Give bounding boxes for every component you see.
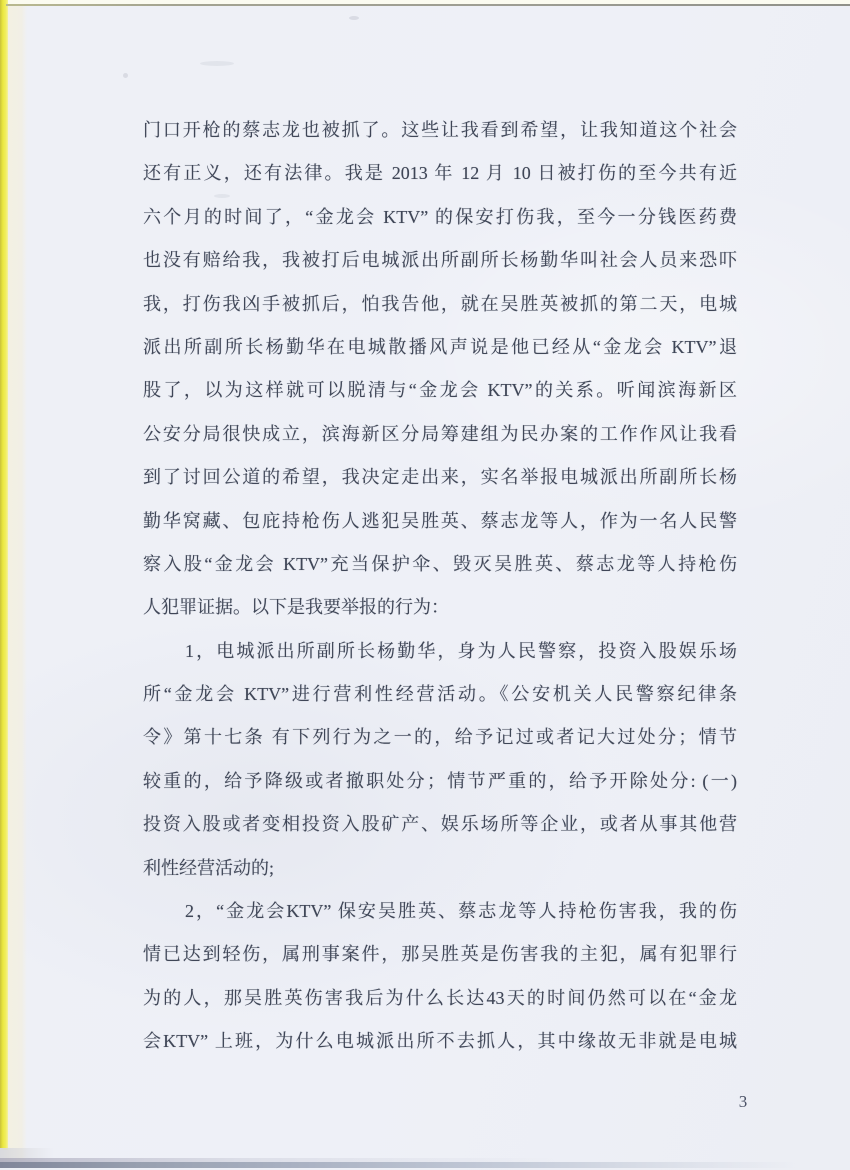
text-line: 察入股“金龙会 KTV”充当保护伞、毁灭吴胜英、蔡志龙等人持枪伤 [143,553,737,574]
text-line: 到了讨回公道的希望，我决定走出来，实名举报电城派出所副所长杨 [143,467,737,488]
text-line: 投资入股或者变相投资入股矿产、娱乐场所等企业，或者从事其他营 [143,814,737,835]
scan-smudge [200,61,234,66]
text-line: 情已达到轻伤，属刑事案件，那吴胜英是伤害我的主犯，属有犯罪行 [143,944,737,965]
text-line: 六个月的时间了，“金龙会 KTV” 的保安打伤我，至今一分钱医药费 [143,206,737,227]
text-line: 较重的，给予降级或者撤职处分；情节严重的，给予开除处分: (一) [143,770,737,791]
text-line: 公安分局很快成立，滨海新区分局筹建组为民办案的工作作风让我看 [143,423,737,444]
text-line: 利性经营活动的; [143,857,275,878]
scan-edge-left-yellow [0,0,8,1150]
scan-smudge [123,73,128,78]
text-line: 还有正义，还有法律。我是 2013 年 12 月 10 日被打伤的至今共有近 [143,163,737,184]
page-number: 3 [738,1092,748,1111]
text-line: 门口开枪的蔡志龙也被抓了。这些让我看到希望，让我知道这个社会 [143,120,737,140]
text-line: 所“金龙会 KTV”进行营利性经营活动。《公安机关人民警察纪律条 [143,684,737,705]
text-line: 会KTV” 上班，为什么电城派出所不去抓人，其中缘故无非就是电城 [143,1031,737,1052]
text-line: 勤华窝藏、包庇持枪伤人逃犯吴胜英、蔡志龙等人，作为一名人民警 [143,510,737,531]
text-line: 我，打伤我凶手被抓后，怕我告他，就在吴胜英被抓的第二天，电城 [143,293,737,314]
text-line: 为的人，那吴胜英伤害我后为什么长达43天的时间仍然可以在“金龙 [143,987,737,1008]
text-line: 股了，以为这样就可以脱清与“金龙会 KTV”的关系。听闻滨海新区 [143,380,737,401]
text-line: 令》第十七条 有下列行为之一的，给予记过或者记大过处分；情节 [143,727,737,748]
text-line: 派出所副所长杨勤华在电城散播风声说是他已经从“金龙会 KTV”退 [143,336,737,357]
scan-edge-bottom-strip [0,1162,800,1168]
text-line: 人犯罪证据。以下是我要举报的行为： [143,597,449,618]
text-line: 也没有赔给我，我被打后电城派出所副所长杨勤华叫社会人员来恐吓 [143,250,737,271]
scan-edge-top-rule [6,4,850,6]
scan-smudge [349,16,359,20]
text-line: 2，“金龙会KTV” 保安吴胜英、蔡志龙等人持枪伤害我，我的伤 [185,901,737,922]
text-line: 1，电城派出所副所长杨勤华，身为人民警察，投资入股娱乐场 [185,640,737,661]
document-body-text [143,109,737,1064]
